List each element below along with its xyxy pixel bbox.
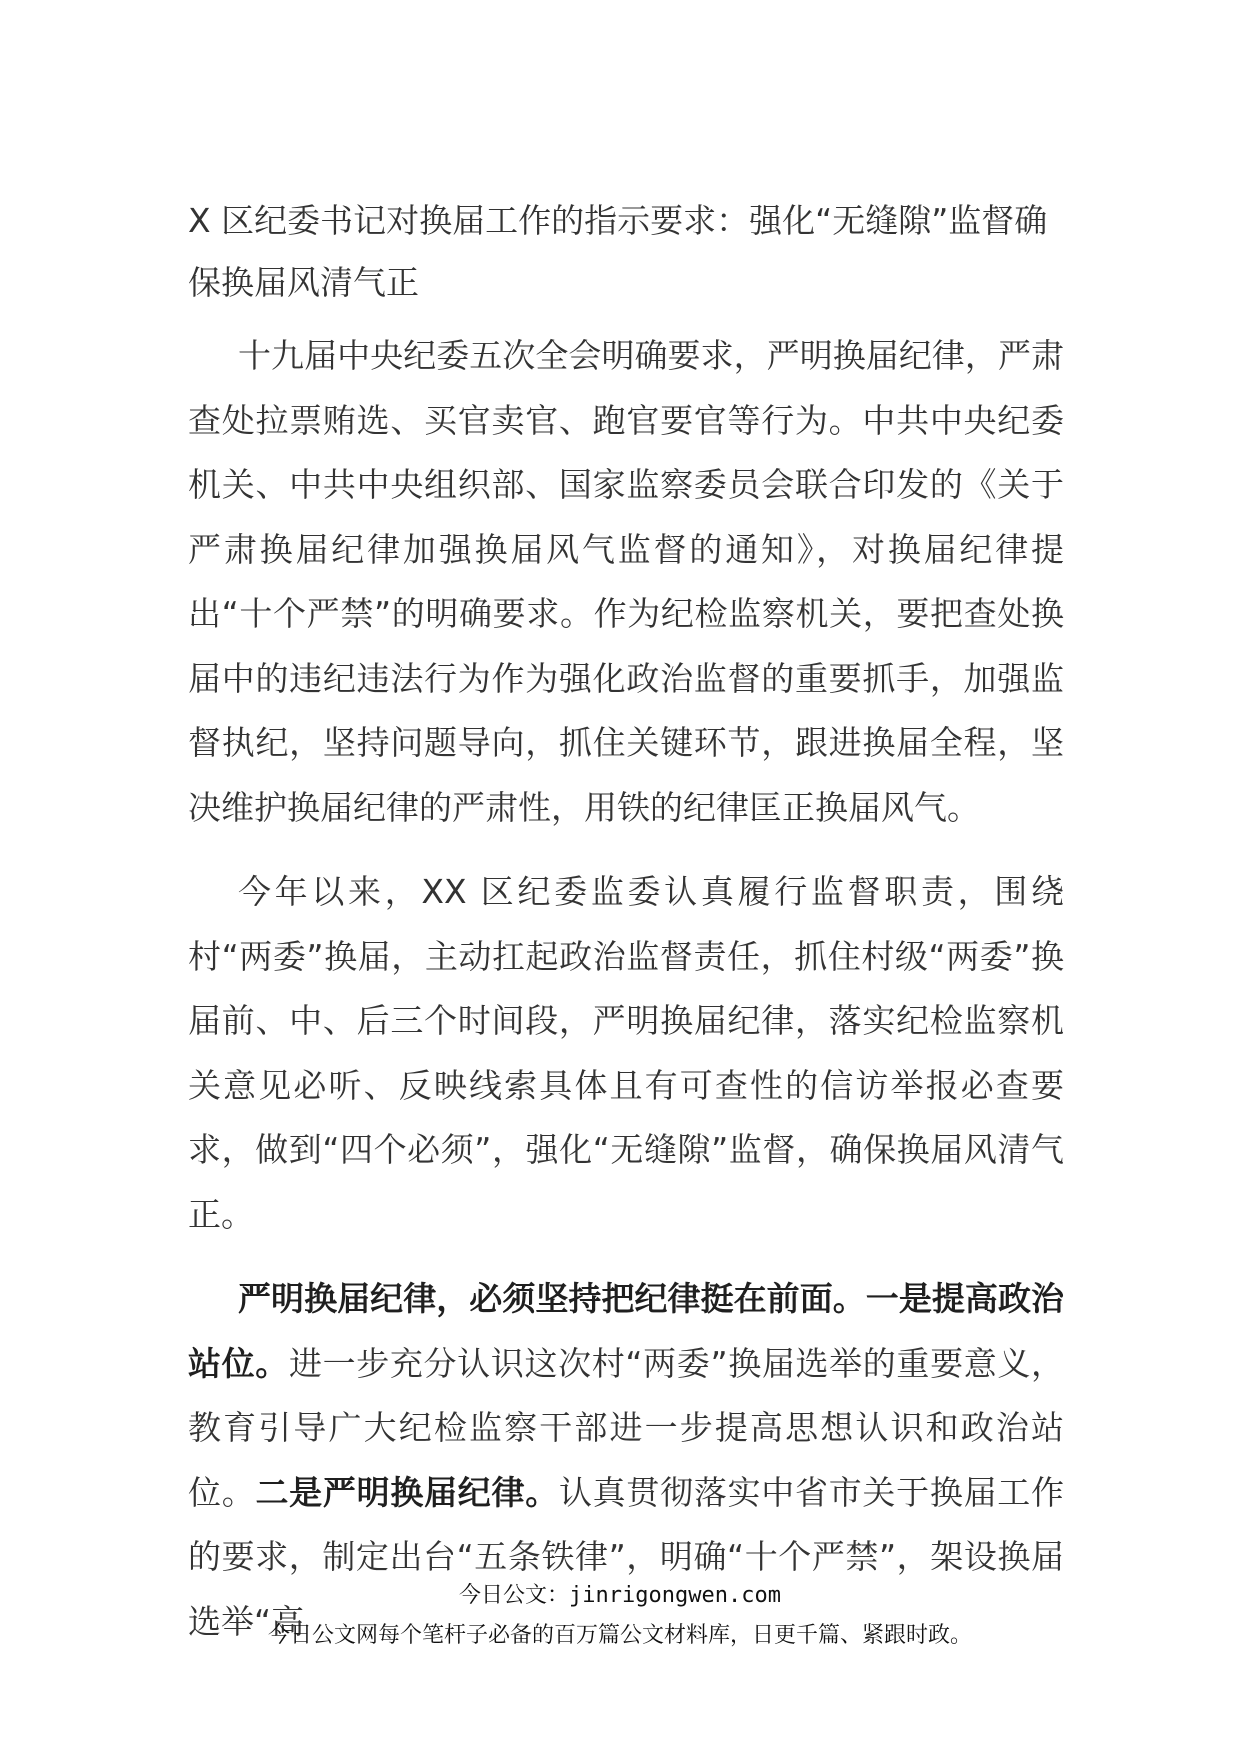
paragraph-3-subheading: 二是严明换届纪律。 [255, 1472, 559, 1512]
footer-slogan: 今日公文网每个笔杆子必备的百万篇公文材料库，日更千篇、紧跟时政。 [267, 1623, 972, 1648]
footer-label: 今日公文： [459, 1583, 570, 1608]
document-body [188, 190, 1064, 1654]
paragraph-3-text-1: 进一步充分认识这次村“两委”换届选举的重要意义，教育引导广大纪检监察干部进一步提高思想认识和政治站位。 [188, 1343, 1065, 1512]
paragraph-2: 今年以来，XX 区纪委监委认真履行监督职责，围绕村“两委”换届，主动扛起政治监督责任，抓住村级“两委”换届前、中、后三个时间段，严明换届纪律，落实纪检监察机关意见必听、反映线索具体且有可查性的信访举报必查要求，做到“四个必须”，强化“无缝隙”监督，确保换届风清气正。 [188, 872, 1064, 1234]
paragraph-3-heading: 严明换届纪律，必须坚持把纪律挺在前面。一是提高政治站位。 [188, 1279, 1064, 1383]
footer-site-line [0, 1580, 1240, 1612]
paragraph-3-text-2: 认真贯彻落实中省市关于换届工作的要求，制定出台“五条铁律”，明确“十个严禁”，架设换届选举“高 [188, 1472, 1065, 1641]
footer-url-link[interactable]: jinrigongwen.com [569, 1583, 781, 1608]
paragraph-1: 十九届中央纪委五次全会明确要求，严明换届纪律，严肃查处拉票贿选、买官卖官、跑官要官等行为。中共中央纪委机关、中共中央组织部、国家监察委员会联合印发的《关于严肃换届纪律加强换届风气监督的通知》，对换届纪律提出“十个严禁”的明确要求。作为纪检监察机关，要把查处换届中的违纪违法行为作为强化政治监督的重要抓手，加强监督执纪，坚持问题导向，抓住关键环节，跟进换届全程，坚决维护换届纪律的严肃性，用铁的纪律匡正换届风气。 [188, 336, 1064, 827]
document-title: X 区纪委书记对换届工作的指示要求：强化“无缝隙”监督确保换届风清气正 [188, 201, 1048, 302]
